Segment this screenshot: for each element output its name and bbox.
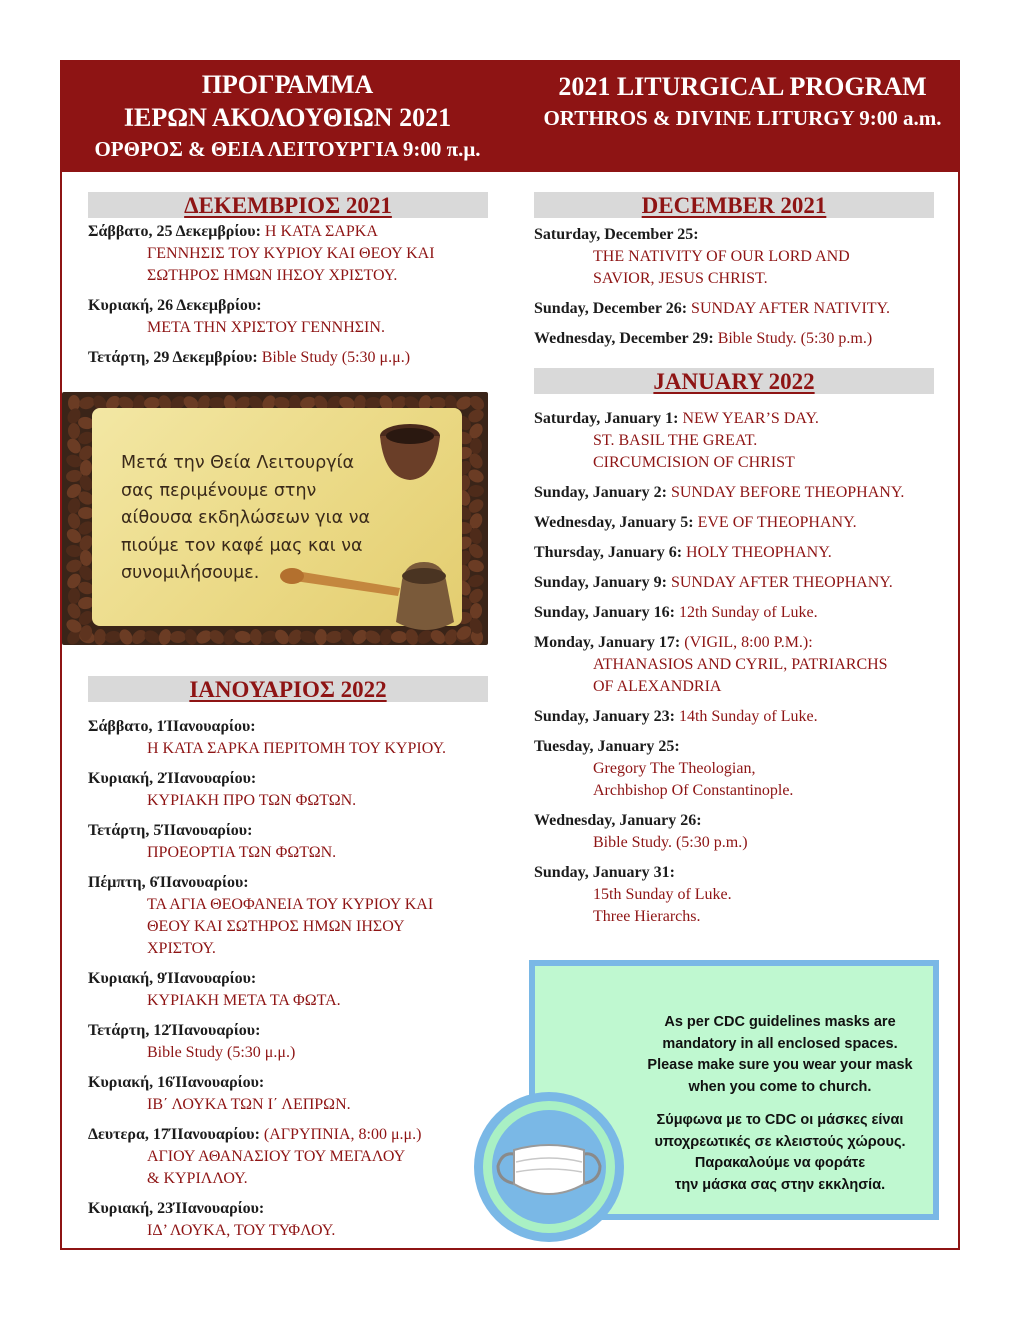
entry-line: ATHANASIOS AND CYRIL, PATRIARCHS [593,656,888,673]
coffee-line: πιούμε τον καφέ μας και να [121,535,363,556]
gr-january-list [88,716,488,1242]
entry-day: Sunday, January 31: [534,864,675,881]
entry-day: Wednesday, January 5: [534,514,694,531]
entry-line: Gregory The Theologian, [593,760,756,777]
notice-line: Please make sure you wear your mask [647,1057,913,1073]
entry-desc: SUNDAY AFTER THEOPHANY. [666,574,893,591]
entry-desc: 14th Sunday of Luke. [674,708,818,725]
list-item [534,408,934,474]
list-item [534,602,934,624]
notice-line: As per CDC guidelines masks are [664,1014,896,1030]
entry-line: ΙΒ΄ ΛΟΥΚΑ ΤΩΝ Ι΄ ΛΕΠΡΩΝ. [147,1096,351,1113]
notice-line: Παρακαλούμε να φοράτε [694,1155,866,1171]
en-title-line2: ORTHROS & DIVINE LITURGY 9:00 a.m. [543,106,942,130]
list-item [88,872,488,960]
list-item [88,968,488,1012]
gr-title-line2: ΙΕΡΩΝ ΑΚΟΛΟΥΘΙΩΝ 2021 [123,103,452,132]
entry-day: Sunday, January 16: [534,604,675,621]
notice-line: when you come to church. [688,1078,872,1095]
list-item [88,1198,488,1242]
entry-line: ΜΕΤΑ ΤΗΝ ΧΡΙΣΤΟΥ ΓΕΝΝΗΣΙΝ. [147,319,385,336]
entry-line: Three Hierarchs. [593,908,701,925]
mask-notice-gr [630,1110,930,1196]
entry-line: Η ΚΑΤΑ ΣΑΡΚΑ ΠΕΡΙΤΟΜΗ ΤΟΥ ΚΥΡΙΟΥ. [147,740,447,757]
coffee-line: Μετά την Θεία Λειτουργία [121,453,355,473]
entry-desc: 12th Sunday of Luke. [674,604,818,621]
list-item [534,482,934,504]
list-item [534,542,934,564]
gr-title-line1: ΠΡΟΓΡΑΜΜΑ [201,70,374,99]
entry-line: Bible Study. (5:30 p.m.) [593,834,748,851]
list-item [88,820,488,864]
entry-desc: HOLY THEOPHANY. [682,544,832,561]
list-item [534,328,934,350]
entry-line: & ΚΥΡΙΛΛΟΥ. [147,1170,248,1187]
entry-line: THE NATIVITY OF OUR LORD AND [593,248,850,265]
entry-day: Κυριακή, 26 Δεκεμβρίου: [88,297,262,314]
gr-december-section [88,192,488,369]
list-item [534,810,934,854]
list-item [88,347,488,369]
gr-january-title: ΙΑΝΟΥΑΡΙΟΣ 2022 [88,676,488,702]
en-january-list [534,408,934,928]
list-item [88,221,488,287]
entry-line: ΚΥΡΙΑΚΗ ΜΕΤΑ ΤΑ ΦΩΤΑ. [147,992,341,1009]
gr-december-title: ΔΕΚΕΜΒΡΙΟΣ 2021 [88,192,488,218]
header-banner [60,60,960,172]
entry-day: Saturday, January 1: [534,410,679,427]
entry-day: Sunday, January 23: [534,708,675,725]
entry-line: SAVIOR, JESUS CHRIST. [593,270,768,287]
entry-line: CIRCUMCISION OF CHRIST [593,454,795,471]
en-december-title: DECEMBER 2021 [534,192,934,218]
entry-day: Κυριακή, 16ΊΙανουαρίου: [88,1074,265,1091]
entry-line: ΙΔ’ ΛΟΥΚΑ, ΤΟΥ ΤΥΦΛΟΥ. [147,1222,336,1239]
entry-line: ΓΕΝΝΗΣΙΣ ΤΟΥ ΚΥΡΙΟΥ ΚΑΙ ΘΕΟΥ ΚΑΙ [147,245,435,262]
list-item [534,298,934,320]
en-december-section [534,192,934,350]
en-december-list [534,224,934,350]
entry-day: Κυριακή, 9ΊΙανουαρίου: [88,970,257,987]
entry-day: Sunday, January 9: [534,574,667,591]
en-january-title: JANUARY 2022 [534,368,934,394]
entry-desc: (VIGIL, 8:00 P.M.): [680,634,813,651]
face-mask-icon [474,1092,624,1242]
list-item [88,768,488,812]
entry-desc: Bible Study (5:30 μ.μ.) [257,349,411,366]
entry-day: Δευτερα, 17ΊΙανουαρίου: [88,1126,260,1143]
entry-line: Bible Study (5:30 μ.μ.) [147,1044,296,1061]
coffee-line: συνομιλήσουμε. [121,563,260,583]
entry-desc: Η ΚΑΤΑ ΣΑΡΚΑ [260,223,378,240]
entry-line: ΠΡΟΕΟΡΤΙΑ ΤΩΝ ΦΩΤΩΝ. [147,844,337,861]
entry-day: Τετάρτη, 12ΊΙανουαρίου: [88,1022,261,1039]
list-item [534,512,934,534]
list-item [88,1124,488,1190]
en-title-line1: 2021 LITURGICAL PROGRAM [558,72,927,101]
entry-day: Tuesday, January 25: [534,738,680,755]
coffee-line: σας περιμένουμε στην [121,480,317,501]
notice-line: mandatory in all enclosed spaces. [662,1035,898,1052]
entry-day: Wednesday, December 29: [534,330,714,347]
en-january-section [534,368,934,928]
list-item [534,572,934,594]
list-item [88,716,488,760]
entry-day: Wednesday, January 26: [534,812,702,829]
entry-day: Σάββατο, 1ΊΙανουαρίου: [88,718,256,735]
entry-desc: EVE OF THEOPHANY. [693,514,857,531]
gr-title-line3: ΟΡΘΡΟΣ & ΘΕΙΑ ΛΕΙΤΟΥΡΓΙΑ 9:00 π.μ. [94,137,481,161]
entry-line: ΑΓΙΟΥ ΑΘΑΝΑΣΙΟΥ ΤΟΥ ΜΕΓΑΛΟΥ [147,1148,406,1165]
entry-day: Monday, January 17: [534,634,681,651]
entry-desc: (ΑΓΡΥΠΝΙΑ, 8:00 μ.μ.) [259,1126,422,1143]
entry-line: ΣΩΤΗΡΟΣ ΗΜΩΝ ΙΗΣΟΥ ΧΡΙΣΤΟΥ. [147,267,398,284]
coffee-message [121,450,401,588]
list-item [534,862,934,928]
entry-line: 15th Sunday of Luke. [593,886,732,903]
entry-line: ST. BASIL THE GREAT. [593,432,758,449]
entry-line: ΘΕΟΥ ΚΑΙ ΣΩΤΗΡΟΣ ΗΜΩΝ ΙΗΣΟΥ [147,918,405,935]
entry-line: ΤΑ ΑΓΙΑ ΘΕΟΦΑΝΕΙΑ ΤΟΥ ΚΥΡΙΟΥ ΚΑΙ [147,896,434,913]
notice-line: υποχρεωτικές σε κλειστούς χώρους. [654,1133,906,1150]
list-item [534,224,934,290]
list-item [88,1020,488,1064]
list-item [534,736,934,802]
entry-day: Τετάρτη, 5ΊΙανουαρίου: [88,822,253,839]
list-item [88,295,488,339]
entry-day: Σάββατο, 25 Δεκεμβρίου: [88,223,261,240]
entry-line: Archbishop Of Constantinople. [593,782,794,799]
entry-desc: NEW YEAR’S DAY. [678,410,819,427]
entry-day: Sunday, January 2: [534,484,667,501]
entry-day: Sunday, December 26: [534,300,688,317]
notice-line: Σύμφωνα με το CDC οι μάσκες είναι [656,1112,904,1128]
mask-notice-en [630,1012,930,1098]
entry-day: Thursday, January 6: [534,544,683,561]
entry-day: Κυριακή, 23ΊΙανουαρίου: [88,1200,265,1217]
mask-circle [474,1092,624,1242]
notice-line: την μάσκα σας στην εκκλησία. [674,1176,886,1193]
list-item [534,706,934,728]
entry-line: ΚΥΡΙΑΚΗ ΠΡΟ ΤΩΝ ΦΩΤΩΝ. [147,792,357,809]
list-item [88,1072,488,1116]
entry-desc: SUNDAY AFTER NATIVITY. [687,300,891,317]
list-item [534,632,934,698]
entry-day: Κυριακή, 2ΊΙανουαρίου: [88,770,257,787]
coffee-line: αίθουσα εκδηλώσεων για να [121,508,370,528]
entry-line: ΧΡΙΣΤΟΥ. [147,940,216,957]
entry-desc: Bible Study. (5:30 p.m.) [713,330,873,347]
entry-line: OF ALEXANDRIA [593,678,722,695]
coffee-hour-image [62,392,488,645]
entry-day: Πέμπτη, 6ΊΙανουαρίου: [88,874,249,891]
entry-day: Saturday, December 25: [534,226,699,243]
entry-desc: SUNDAY BEFORE THEOPHANY. [666,484,905,501]
entry-day: Τετάρτη, 29 Δεκεμβρίου: [88,349,258,366]
gr-january-section [88,676,488,1242]
